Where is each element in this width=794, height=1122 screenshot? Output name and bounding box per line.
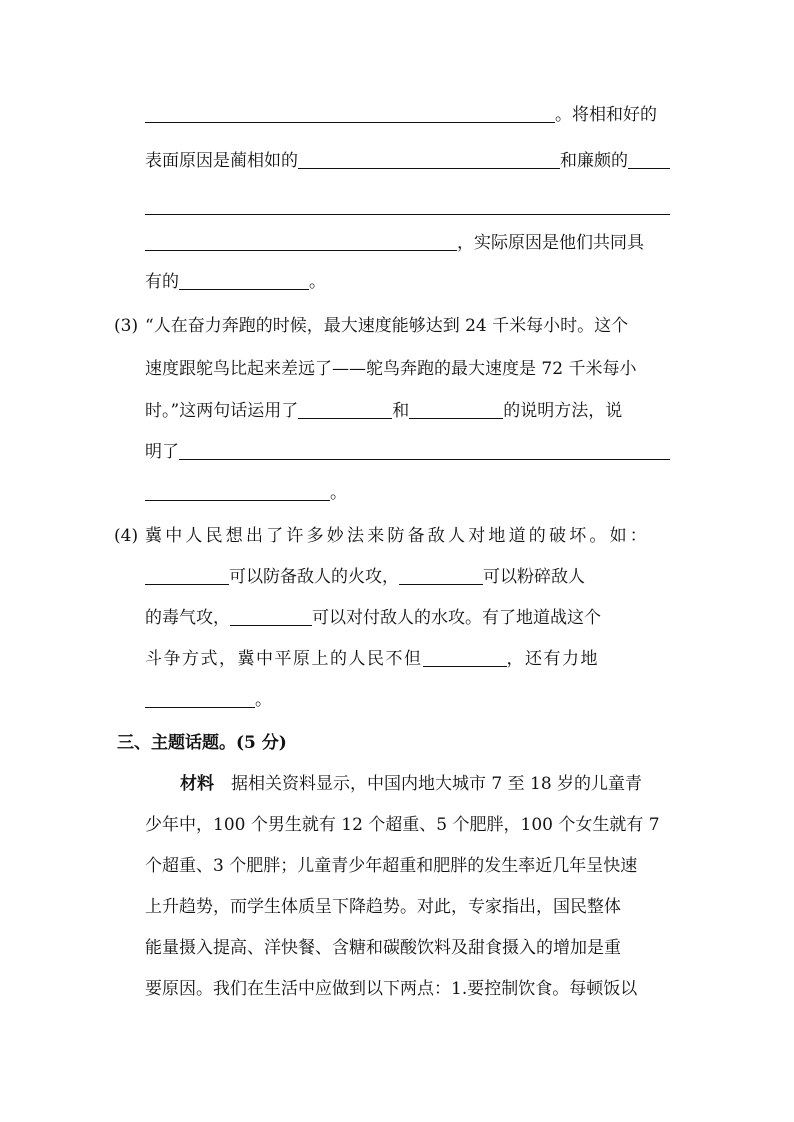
- q2-line-5: [145, 271, 670, 293]
- answer-blank[interactable]: [145, 250, 457, 251]
- answer-blank[interactable]: [409, 418, 503, 419]
- answer-blank[interactable]: [179, 459, 670, 460]
- answer-blank[interactable]: [399, 584, 483, 585]
- material-line-3: [145, 855, 670, 877]
- answer-blank[interactable]: [145, 214, 670, 215]
- material-line-6: [145, 978, 670, 1000]
- q3-line-1: [145, 315, 670, 337]
- q4-text: ，还有力地: [506, 649, 599, 669]
- q3-text: 的说明方法，说: [503, 401, 623, 421]
- material-text: 能量摄入提高、洋快餐、含糖和碳酸饮料及甜食摄入的增加是重: [145, 938, 621, 958]
- q4-text: 。: [255, 690, 272, 710]
- q2-text: ，实际原因是他们共同具: [457, 233, 644, 253]
- q4-text: 可以粉碎敌人: [483, 567, 585, 587]
- q4-text: 的毒气攻，: [145, 608, 230, 628]
- q3-text: 。: [330, 483, 347, 503]
- q2-text: 。: [309, 272, 326, 292]
- q3-line-3: [145, 400, 670, 422]
- q2-text: 表面原因是蔺相如的: [145, 151, 298, 171]
- material-text: 少年中，100 个男生就有 12 个超重、5 个肥胖，100 个女生就有 7: [145, 815, 660, 835]
- q4-text: 冀中人民想出了许多妙法来防备敌人对地道的破坏。如：: [145, 526, 650, 546]
- answer-blank[interactable]: [628, 168, 670, 169]
- q2-line-4: [145, 232, 670, 254]
- answer-blank[interactable]: [145, 122, 555, 123]
- section-title: 三、主题话题。(5 分): [117, 733, 287, 753]
- answer-blank[interactable]: [298, 418, 392, 419]
- q3-line-2: [145, 358, 670, 380]
- q3-text: 速度跟鸵鸟比起来差远了——鸵鸟奔跑的最大速度是 72 千米每小: [145, 359, 637, 379]
- answer-blank[interactable]: [230, 625, 312, 626]
- answer-blank[interactable]: [423, 666, 507, 667]
- material-line-2: [145, 814, 670, 836]
- q2-line-3: [145, 196, 670, 218]
- answer-blank[interactable]: [145, 707, 255, 708]
- material-text: 要原因。我们在生活中应做到以下两点：1.要控制饮食。每顿饭以: [145, 979, 638, 999]
- q3-line-4: [145, 441, 670, 463]
- q4-text: 可以对付敌人的水攻。有了地道战这个: [312, 608, 601, 628]
- answer-blank[interactable]: [145, 500, 330, 501]
- q2-text: 。将相和好的: [555, 105, 657, 125]
- material-text: 个超重、3 个肥胖；儿童青少年超重和肥胖的发生率近几年呈快速: [145, 856, 638, 876]
- material-line-1: [180, 773, 670, 795]
- q3-text: 明了: [145, 442, 179, 462]
- material-line-5: [145, 937, 670, 959]
- q2-text: 和廉颇的: [560, 151, 628, 171]
- q4-line-3: [145, 607, 670, 629]
- material-label: 材料: [180, 774, 214, 794]
- q3-line-5: [145, 482, 670, 504]
- answer-blank[interactable]: [298, 168, 560, 169]
- material-text: 上升趋势，而学生体质呈下降趋势。对此，专家指出，国民整体: [145, 897, 621, 917]
- q3-text: 时。”这两句话运用了: [145, 401, 299, 421]
- q4-line-2: [145, 566, 670, 588]
- q2-line-2: [145, 150, 670, 172]
- q4-text: 可以防备敌人的火攻，: [229, 567, 399, 587]
- q4-line-4: [145, 648, 670, 670]
- question-number-3: (3): [114, 316, 139, 336]
- answer-blank[interactable]: [179, 289, 309, 290]
- material-line-4: [145, 896, 670, 918]
- q4-line-5: [145, 689, 670, 711]
- q2-line-1: [145, 104, 670, 126]
- q4-text: 斗争方式，冀中平原上的人民不但: [145, 649, 423, 669]
- answer-blank[interactable]: [145, 584, 229, 585]
- material-text: 据相关资料显示，中国内地大城市 7 至 18 岁的儿童青: [231, 774, 643, 794]
- q3-text: 和: [392, 401, 410, 421]
- q3-text: “人在奋力奔跑的时候，最大速度能够达到 24 千米每小时。这个: [145, 316, 629, 336]
- q2-text: 有的: [145, 272, 179, 292]
- q4-line-1: [145, 525, 670, 547]
- question-number-4: (4): [114, 526, 139, 546]
